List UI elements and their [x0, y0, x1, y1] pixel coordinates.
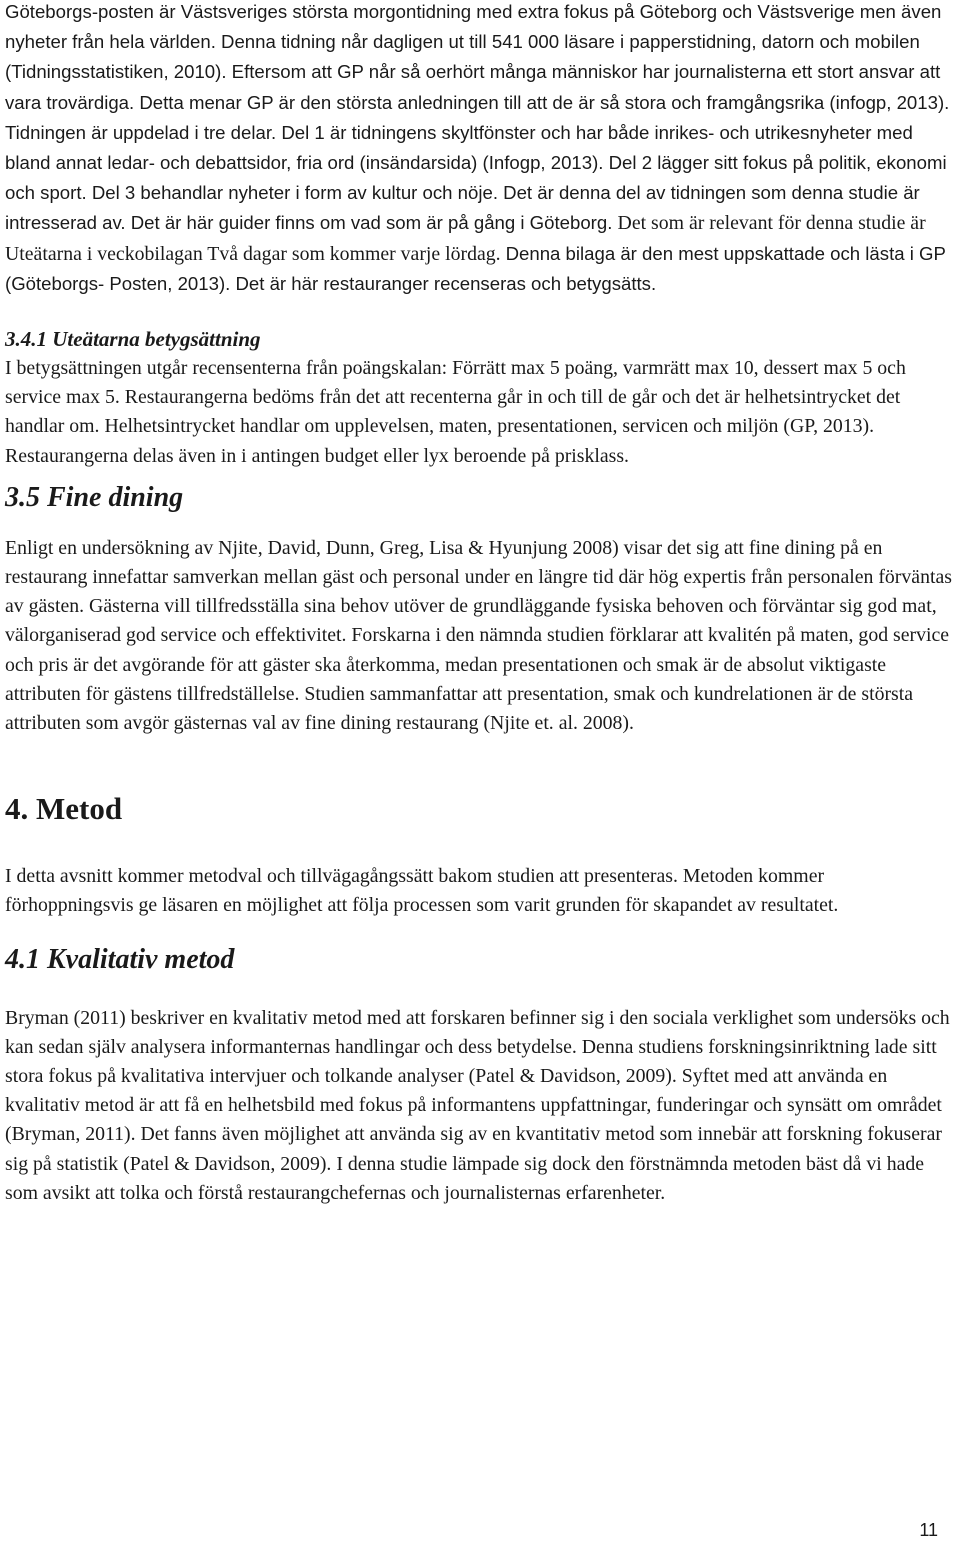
- section-3-4-1-heading: 3.4.1 Uteätarna betygsättning: [5, 327, 261, 352]
- intro-paragraph: [5, 0, 953, 299]
- grading-sentence-1: I betygsättningen utgår recensenterna från poängskalan: Förrätt max 5 poäng, varmrätt max 10, dessert max 5 och service max 5.: [5, 357, 906, 409]
- fine-dining-sentence-2: Gästerna vill tillfredsställa sina behov utöver de grundläggande fysiska behoven och förväntar sig god mat, välorganiserad god service och effektivitet.: [5, 595, 937, 647]
- grading-sentence-4: Restaurangerna delas även in i antingen budget eller lyx beroende på prisklass.: [5, 444, 629, 467]
- qualitative-sentence-3: Syftet med att använda en kvalitativ metod är att få en helhetsbild med fokus på informantens uppfattningar, funderingar och synsätt om området (Bryman, 2011).: [5, 1065, 942, 1146]
- intro-sentence-4: Det är här restauranger recenseras och betygsätts.: [235, 272, 657, 294]
- fine-dining-sentence-3: Forskarna i den nämnda studien förklarar att kvalitén på maten, god service och pris är det avgörande för att gäster ska återkomma, medan presentationen och smak är de absolut viktigaste attributen för gästens tillfredställelse.: [5, 624, 950, 705]
- grading-sentence-2: Restaurangerna bedöms från det att recenterna går in och till de går och det är helhetsintrycket det handlar om.: [5, 386, 901, 438]
- fine-dining-sentence-1: Enligt en undersökning av Njite, David, Dunn, Greg, Lisa & Hyunjung 2008) visar det sig att fine dining på en restaurang innefattar samverkan mellan gäst och personal under en längre tid där hög expertis från personalen förväntas av gästen.: [5, 536, 952, 618]
- section-3-5-heading: 3.5 Fine dining: [5, 481, 184, 513]
- section-3-4-1-paragraph: [5, 354, 950, 471]
- fine-dining-sentence-4: Studien sammanfattar att presentation, smak och kundrelationen är de största attributen som avgör gästernas val av fine dining restaurang (Njite et. al. 2008).: [5, 682, 914, 735]
- section-3-5-paragraph: [5, 534, 957, 738]
- intro-sentence-2: Det som är relevant för denna studie är Uteätarna i veckobilagan Två dagar som kommer varje lördag.: [5, 212, 926, 265]
- chapter-4-heading: 4. Metod: [5, 791, 123, 827]
- section-4-1-heading: 4.1 Kvalitativ metod: [5, 943, 235, 975]
- section-4-1-paragraph: [5, 1004, 950, 1208]
- qualitative-sentence-2: Denna studiens forskningsinriktning lade sitt stora fokus på kvalitativa intervjuer och tolkande analyser (Patel & Davidson, 2009).: [5, 1035, 937, 1088]
- grading-sentence-3: Helhetsintrycket handlar om upplevelsen, maten, presentationen, servicen och miljön (GP, 2013).: [104, 415, 875, 438]
- intro-sentence-1: Göteborgs-posten är Västsveriges största morgontidning med extra fokus på Göteborg och Västsverige men även nyheter från hela världen. Denna tidning når dagligen ut till 541 000 läsare i papperstidning, datorn och mobilen (Tidningsstatistiken, 2010). Eftersom att GP når så oerhört många människor har journalisterna ett stort ansvar att vara trovärdiga. Detta menar GP är den största anledningen till att de är så stora och framgångsrika (infogp, 2013). Tidningen är uppdelad i tre delar. Del 1 är tidningens skyltfönster och har både inrikes- och utrikesnyheter med bland annat ledar- och debattsidor, fria ord (insändarsida) (Infogp, 2013). Del 2 lägger sitt fokus på politik, ekonomi och sport. Del 3 behandlar nyheter i form av kultur och nöje. Det är denna del av tidningen som denna studie är intresserad av. Det är här guider finns om vad som är på gång i Göteborg.: [5, 1, 950, 234]
- method-sentence-1: I detta avsnitt kommer metodval och tillvägagångssätt bakom studien att presenteras.: [5, 865, 683, 888]
- qualitative-sentence-5: I denna studie lämpade sig dock den förstnämnda metoden bäst då vi hade som avsikt att tolka och förstå restaurangchefernas och journalisternas erfarenheter.: [5, 1152, 925, 1204]
- intro-sentence-3: Denna bilaga är den mest uppskattade och lästa i GP (Göteborgs- Posten, 2013).: [5, 242, 946, 294]
- document-page: [5, 0, 957, 1208]
- qualitative-sentence-4: Det fanns även möjlighet att använda sig av en kvantitativ metod som innebär att forskning fokuserar sig på statistik (Patel & Davidson, 2009).: [5, 1123, 942, 1175]
- chapter-4-paragraph: [5, 862, 905, 920]
- qualitative-sentence-1: Bryman (2011) beskriver en kvalitativ metod med att forskaren befinner sig i den sociala verklighet som undersöks och kan sedan själv analysera informanternas handlingar och dess betydelse.: [5, 1006, 950, 1058]
- page-number: 11: [919, 1520, 938, 1540]
- method-sentence-2: Metoden kommer förhoppningsvis ge läsaren en möjlighet att följa processen som varit grunden för skapandet av resultatet.: [5, 865, 839, 917]
